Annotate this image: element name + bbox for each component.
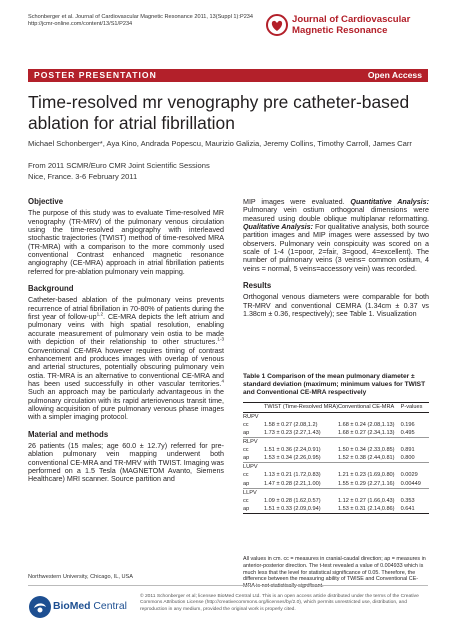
methods-text: 26 patients (15 males; age 60.0 ± 12.7y) referred for pre-ablation pulmonary vein mapping underwent both conventional CE-MRA and TR-MRV with TWIST. Imaging was performed on a 1.5 Tesla (MAGNETOM Avanto, Siemens Healthcare) MRI scanner. Source partition and: [28, 441, 224, 484]
table-cell: [264, 463, 338, 472]
table-cell: 1.50 ± 0.34 (2.33,0.85): [337, 447, 395, 454]
table-cell: 1.51 ± 0.36 (2.24,0.91): [264, 447, 321, 454]
background-heading: Background: [28, 284, 74, 294]
table-header-cell: Conventional CE-MRA: [338, 403, 401, 413]
background-text-part: Such an approach may be particularly advantageous in the pulmonary circulation with its rapid arteriovenous transit time, allowing acquisition of pure pulmonary venous phase images with a simpler imaging protocol.: [28, 388, 224, 422]
table-cell: 1.58 ± 0.27 (2.08,1.2): [264, 421, 318, 428]
table-row: [243, 454, 429, 463]
table-footnote: All values in cm. cc = measures in cranial-caudal direction; ap = measures in anterior-posterior direction. The t-test revealed a value of 0.004933 which is much less that the level for statistical significance of 0.05. Therefore, the difference between the measuring ability of TWISE and Conventional CE-MRA is not statistically significant.: [243, 556, 426, 590]
table-header-cell: [243, 403, 264, 413]
publisher-name-part: Central: [90, 601, 127, 612]
table-cell: 0.353: [400, 497, 415, 504]
citation-url[interactable]: http://jcmr-online.com/content/13/S1/P234: [28, 21, 133, 28]
table-row: [243, 505, 429, 514]
quantitative-label: Quantitative Analysis:: [350, 198, 430, 206]
table-cell: ap: [243, 429, 250, 436]
open-access-label: Open Access: [367, 70, 422, 80]
journal-logo-icon: [266, 14, 288, 36]
table-cell: 0.641: [401, 505, 429, 514]
table-cell: [338, 463, 401, 472]
conference-line: From 2011 SCMR/Euro CMR Joint Scientific Sessions: [28, 161, 210, 170]
table-cell: 1.13 ± 0.21 (1.72,0.83): [264, 472, 321, 479]
table-cell: 0.800: [400, 455, 415, 462]
publisher-name-part: BioMed: [53, 601, 91, 612]
qualitative-label: Qualitative Analysis:: [243, 223, 313, 232]
citation: [28, 14, 278, 29]
table-cell: 1.09 ± 0.28 (1.62,0.57): [264, 497, 321, 504]
table-cell: ap: [243, 480, 250, 487]
table-row: [243, 446, 429, 454]
table-cell: 0.196: [400, 421, 415, 428]
background-text-part: Conventional CE-MRA however requires timing of contrast enhancement and produces images with overlap of venous and arterial structures, potentially obscuring pulmonary vein ostia. TR-MRA is an alternative to conventional CE-MRA and has been used successfully in other vascular territories.: [28, 346, 224, 388]
conference-location: Nice, France. 3-6 February 2011: [28, 172, 138, 181]
table-cell: [401, 438, 429, 447]
table-cell: 1.68 ± 0.24 (2.08,1.13): [337, 421, 395, 428]
methods-continued-text: [243, 198, 429, 273]
table-cell: [338, 412, 401, 421]
left-column: [28, 198, 224, 493]
table-cell: [338, 438, 401, 447]
title-line: Time-resolved mr venography pre catheter-based: [28, 92, 410, 112]
table-cell: cc: [243, 421, 249, 428]
table-cell: [338, 488, 401, 497]
table-cell: RLPV: [243, 438, 264, 447]
table-cell: RUPV: [243, 412, 264, 421]
reference-marker[interactable]: 1,2: [96, 311, 104, 317]
table-row: [243, 421, 429, 429]
table-cell: [401, 412, 429, 421]
methods-text-part: For qualitative analysis, both source partition images and MIP images were assessed by two observers. Pulmonary vein conspicuity was scored on a scale of 1-4 (1=poor, 2=fair, 3=good, 4=excellent). The number of pulmonary veins (3 veins= common ostium, 4 veins = normal, 5 veins=accessory vein) was recorded.: [243, 223, 429, 273]
table-row: [243, 471, 429, 479]
article-title: [28, 92, 448, 134]
objective-heading: Objective: [28, 197, 64, 206]
table-cell: 1.52 ± 0.38 (2.44,0.81): [337, 455, 395, 462]
table-cell: cc: [243, 447, 249, 454]
objective-text: The purpose of this study was to evaluate Time-resolved MR venography (TR-MRV) of the pulmonary venous circulation using the time-resolved angiography with interleaved stochastic trajectories (TWIST) method of time-resolved MRA (TR-MRA) with a comparison to the more commonly used conventional Contrast enhanced magnetic resonance angiography (CE-MRA) approach in atrial fibrillation patients referred for pre-ablation pulmonary vein mapping.: [28, 209, 224, 276]
table-row: [243, 480, 429, 489]
table-cell: [401, 463, 429, 472]
biomed-central-logo-icon: [28, 595, 52, 619]
journal-name-line: Journal of Cardiovascular: [292, 14, 411, 25]
table-group-row: [243, 463, 429, 472]
table-cell: 1.53 ± 0.31 (2.14,0.86): [338, 505, 401, 514]
table-cell: [264, 438, 338, 447]
reference-marker[interactable]: 1-3: [217, 336, 224, 342]
results-heading: Results: [243, 281, 272, 291]
results-table: [243, 402, 429, 514]
right-column: [243, 198, 429, 327]
table-row: [243, 497, 429, 505]
section-banner: [28, 69, 428, 82]
table-cell: 0.891: [400, 447, 415, 454]
table-cell: 1.73 ± 0.23 (2.27,1.43): [264, 429, 321, 436]
table-cell: 1.68 ± 0.27 (2.34,1.13): [337, 429, 395, 436]
journal-name: [292, 15, 410, 36]
background-text: [28, 296, 224, 421]
journal-logo: [266, 12, 456, 42]
table-group-row: [243, 412, 429, 421]
table-cell: 1.53 ± 0.34 (2.26,0.95): [264, 455, 321, 462]
banner-category: POSTER PRESENTATION: [34, 70, 157, 80]
table-cell: 0.00449: [400, 480, 421, 487]
table-cell: [401, 488, 429, 497]
table-cell: cc: [243, 472, 249, 479]
background-text-part: Catheter-based ablation of the pulmonary veins prevents recurrence of atrial fibrillation in 70-80% of patients during the first year of follow-up: [28, 296, 224, 322]
table-cell: ap: [243, 505, 264, 514]
table-cell: 1.47 ± 0.28 (2.21,1.00): [264, 480, 321, 487]
footer-divider: [28, 585, 428, 586]
table-cell: cc: [243, 497, 249, 504]
table-cell: LLPV: [243, 488, 264, 497]
methods-text-part: Pulmonary vein ostium orthogonal dimensions were measured using double oblique multiplanar reformatting.: [243, 206, 429, 223]
table-group-row: [243, 488, 429, 497]
table-cell: 0.495: [400, 429, 415, 436]
author-list: Michael Schonberger*, Aya Kino, Andrada Popescu, Maurizio Galizia, Jeremy Collins, Timothy Carroll, James Carr: [28, 139, 412, 148]
table-group-row: [243, 438, 429, 447]
table-header-cell: P-values: [401, 403, 429, 413]
title-line: ablation for atrial fibrillation: [28, 113, 235, 133]
table-cell: 1.12 ± 0.27 (1.66,0.43): [337, 497, 395, 504]
table-row: [243, 429, 429, 438]
table-header-cell: TWIST (Time-Resolved MRA): [264, 404, 338, 411]
methods-heading: Material and methods: [28, 429, 109, 439]
citation-line: Schonberger et al. Journal of Cardiovascular Magnetic Resonance 2011, 13(Suppl 1):P234: [28, 14, 254, 20]
table-header-row: [243, 403, 429, 413]
table-cell: [264, 488, 338, 497]
background-text-part: . CE-MRA depicts the left atrium and pulmonary veins with high spatial resolution, enabling accurate measurement of pulmonary vein ostia to be made with depiction of their relationship to other structures.: [28, 313, 224, 347]
table-caption: Table 1 Comparison of the mean pulmonary diameter ± standard deviation (maximum; minimum values for TWIST and Conventional CE-MRA respectively: [243, 373, 426, 396]
publisher-logo[interactable]: [28, 594, 128, 620]
table-cell: 1.21 ± 0.23 (1.69,0.80): [337, 472, 395, 479]
journal-name-line: Magnetic Resonance: [292, 24, 388, 36]
table-cell: ap: [243, 455, 250, 462]
conference-info: [28, 160, 328, 182]
reference-marker[interactable]: 4: [221, 378, 224, 384]
table-cell: 0.0029: [400, 472, 418, 479]
table-cell: 1.55 ± 0.29 (2.27,1.16): [337, 480, 395, 487]
license-text: © 2011 Schonberger et al; licensee BioMed Central Ltd. This is an open access article distributed under the terms of the Creative Commons Attribution License (http://creativecommons.org/licenses/by/2.0), which permits unrestricted use, distribution, and reproduction in any medium, provided the original work is properly cited.: [140, 594, 419, 612]
publisher-name: [53, 601, 127, 612]
methods-text-part: MIP images were evaluated.: [243, 198, 351, 206]
affiliation: Northwestern University, Chicago, IL, USA: [28, 574, 133, 580]
table-cell: 1.51 ± 0.33 (2.09,0.94): [264, 505, 338, 514]
table-cell: [264, 412, 338, 421]
results-text: Orthogonal venous diameters were comparable for both TR-MRV and conventional CEMRA (1.34cm ± 0.37 vs 1.38cm ± 0.36, respectively); see Table 1. Visualization: [243, 293, 429, 319]
table-cell: LUPV: [243, 463, 264, 472]
